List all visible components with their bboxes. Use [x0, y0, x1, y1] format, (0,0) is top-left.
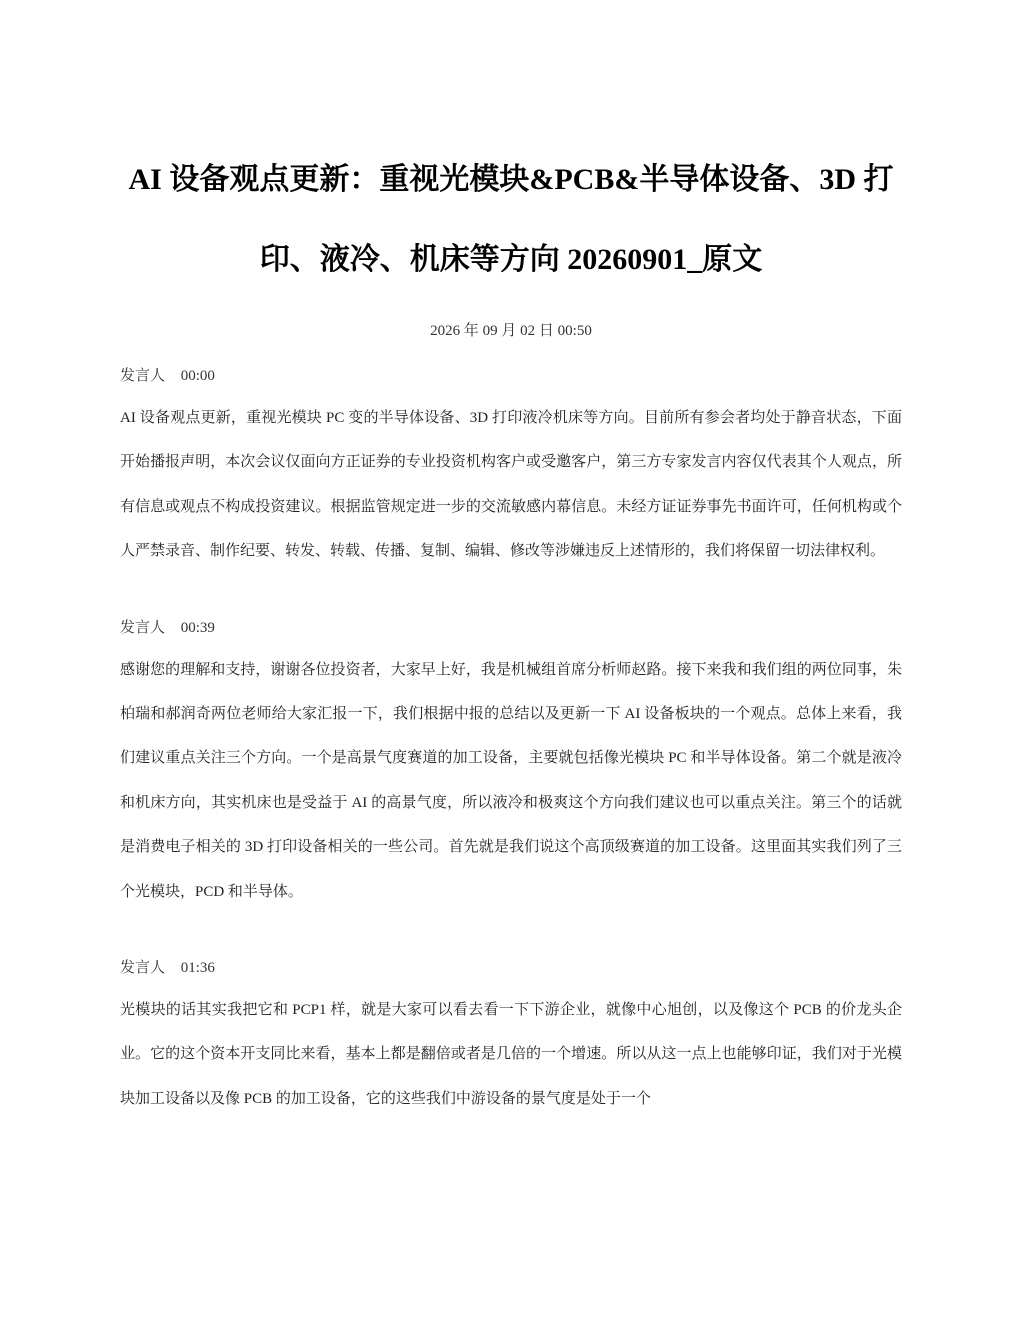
speaker-timestamp: 00:00 [180, 368, 215, 384]
document-title: AI 设备观点更新：重视光模块&PCB&半导体设备、3D 打印、液冷、机床等方向 20260901_原文 [128, 163, 894, 276]
speaker-text: 感谢您的理解和支持，谢谢各位投资者，大家早上好，我是机械组首席分析师赵路。接下来我和我们组的两位同事，朱柏瑞和郝润奇两位老师给大家汇报一下，我们根据中报的总结以及更新一下 AI 设备板块的一个观点。总体上来看，我们建议重点关注三个方向。一个是高景气度赛道的加工设备，主要就包括像光模块 PC 和半导体设备。第二个就是液冷和机床方向，其实机床也是受益于 AI 的高景气度，所以液冷和极爽这个方向我们建议也可以重点关注。第三个的话就是消费电子相关的 3D 打印设备相关的一些公司。首先就是我们说这个高顶级赛道的加工设备。这里面其实我们列了三个光模块，PCD 和半导体。 [120, 661, 902, 900]
transcript-entry [120, 364, 902, 574]
transcript-entry [120, 956, 902, 1121]
speaker-name: 发言人 [120, 619, 166, 636]
speaker-header [120, 616, 902, 640]
transcript-entry [120, 616, 902, 914]
speaker-name: 发言人 [120, 368, 166, 384]
speaker-timestamp: 01:36 [180, 960, 215, 977]
document-date: 2026 年 09 月 02 日 00:50 [430, 323, 592, 339]
speaker-header [120, 364, 902, 388]
speaker-name: 发言人 [120, 960, 166, 977]
document-page [120, 140, 902, 1121]
speaker-header [120, 956, 902, 980]
speaker-text: AI 设备观点更新，重视光模块 PC 变的半导体设备、3D 打印液冷机床等方向。目前所有参会者均处于静音状态，下面开始播报声明，本次会议仅面向方正证券的专业投资机构客户或受邀客户，第三方专家发言内容仅代表其个人观点，所有信息或观点不构成投资建议。根据监管规定进一步的交流敏感内幕信息。未经方证证券事先书面许可，任何机构或个人严禁录音、制作纪要、转发、转载、传播、复制、编辑、修改等涉嫌违反上述情形的，我们将保留一切法律权利。 [120, 410, 902, 560]
speaker-text: 光模块的话其实我把它和 PCP1 样，就是大家可以看去看一下下游企业，就像中心旭创，以及像这个 PCB 的价龙头企业。它的这个资本开支同比来看，基本上都是翻倍或者是几倍的一个增速。所以从这一点上也能够印证，我们对于光模块加工设备以及像 PCB 的加工设备，它的这些我们中游设备的景气度是处于一个 [120, 1002, 902, 1107]
speaker-timestamp: 00:39 [180, 619, 215, 636]
